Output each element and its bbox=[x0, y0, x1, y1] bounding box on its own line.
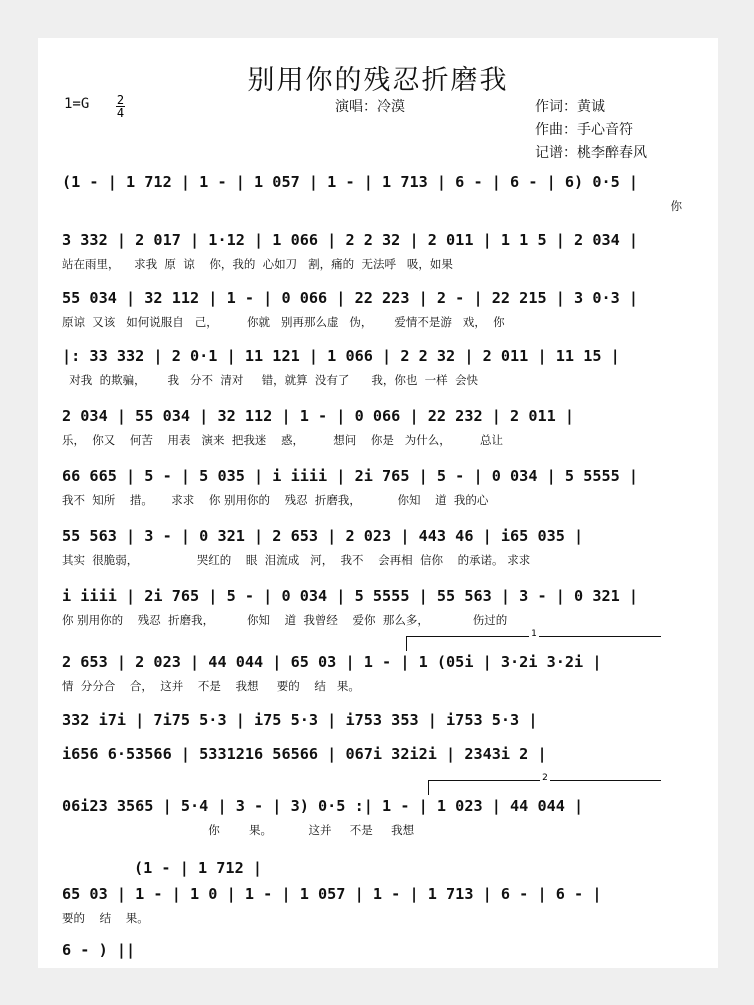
notation-line: i iiii | 2i 765 | 5 - | 0 034 | 5 5555 | 55 563 | 3 - | 0 321 | bbox=[62, 587, 639, 605]
lyrics-line: 要的 结 果。 bbox=[62, 911, 149, 925]
lyrics-line: 原谅 又该 如何说服自 己， 你就 别再那么虚 伪， 爱情不是游 戏， 你 bbox=[62, 315, 505, 329]
notation-line: 3 332 | 2 017 | 1·12 | 1 066 | 2 2 32 | 2 011 | 1 1 5 | 2 034 | bbox=[62, 231, 639, 249]
notation-line: (1 - | 1 712 | 1 - | 1 057 | 1 - | 1 713 | 6 - | 6 - | 6) 0·5 | bbox=[62, 173, 639, 191]
notation-line: 65 03 | 1 - | 1 0 | 1 - | 1 057 | 1 - | 1 713 | 6 - | 6 - | bbox=[62, 885, 602, 903]
singer-credit: 演唱：冷漠 bbox=[335, 99, 405, 115]
notation-line: |: 33 332 | 2 0·1 | 11 121 | 1 066 | 2 2 32 | 2 011 | 11 15 | bbox=[62, 347, 620, 365]
notation-line: (1 - | 1 712 | bbox=[134, 859, 263, 877]
notation-line: 06i23 3565 | 5·4 | 3 - | 3) 0·5 :| 1 - | 1 023 | 44 044 | bbox=[62, 797, 584, 815]
lyrics-line: 你 bbox=[670, 199, 682, 213]
notation-line: 55 034 | 32 112 | 1 - | 0 066 | 22 223 | 2 - | 22 215 | 3 0·3 | bbox=[62, 289, 639, 307]
lyrics-line: 你 果。 这并 不是 我想 bbox=[62, 823, 415, 837]
notation-line: 2 034 | 55 034 | 32 112 | 1 - | 0 066 | 22 232 | 2 011 | bbox=[62, 407, 575, 425]
notation-line: 6 - ) || bbox=[62, 941, 136, 959]
lyrics-line: 其实 很脆弱， 哭红的 眼 泪流成 河， 我不 会再相 信你 的承诺。 求求 bbox=[62, 553, 531, 567]
lyrics-line: 情 分分合 合， 这并 不是 我想 要的 结 果。 bbox=[62, 679, 360, 693]
first-ending-number: 1 bbox=[531, 629, 537, 639]
score-sheet bbox=[38, 38, 718, 968]
key-signature: 1=G bbox=[64, 96, 90, 112]
second-ending-number: 2 bbox=[542, 773, 548, 783]
lyrics-line: 站在雨里， 求我 原 谅 你，我的 心如刀 割，痛的 无法呼 吸，如果 bbox=[62, 257, 453, 271]
notation-line: 332 i7i | 7i75 5·3 | i75 5·3 | i753 353 | i753 5·3 | bbox=[62, 711, 538, 729]
notation-line: i656 6·53566 | 5331216 56566 | 067i 32i2i | 2343i 2 | bbox=[62, 745, 547, 763]
time-signature-top: 2 bbox=[116, 93, 125, 107]
song-title: 别用你的残忍折磨我 bbox=[247, 65, 509, 96]
second-ending-bracket bbox=[428, 773, 661, 795]
lyrics-line: 你 别用你的 残忍 折磨我， 你知 道 我曾经 爱你 那么多， 伤过的 bbox=[62, 613, 508, 627]
lyrics-line: 对我 的欺骗， 我 分不 清对 错，就算 没有了 我，你也 一样 会快 bbox=[62, 373, 478, 387]
notation-line: 55 563 | 3 - | 0 321 | 2 653 | 2 023 | 443 46 | i65 035 | bbox=[62, 527, 584, 545]
lyricist-credit: 作词：黄诚 bbox=[535, 99, 605, 115]
lyrics-line: 我不 知所 措。 求求 你 别用你的 残忍 折磨我， 你知 道 我的心 bbox=[62, 493, 489, 507]
time-signature-bottom: 4 bbox=[116, 106, 125, 120]
notation-line: 2 653 | 2 023 | 44 044 | 65 03 | 1 - | 1 (05i | 3·2i 3·2i | bbox=[62, 653, 602, 671]
composer-credit: 作曲：手心音符 bbox=[535, 122, 633, 138]
first-ending-bracket bbox=[406, 629, 661, 651]
notation-line: 66 665 | 5 - | 5 035 | i iiii | 2i 765 | 5 - | 0 034 | 5 5555 | bbox=[62, 467, 639, 485]
transcriber-credit: 记谱：桃李醉春风 bbox=[535, 145, 647, 161]
time-signature bbox=[116, 94, 125, 119]
lyrics-line: 乐， 你又 何苦 用表 演来 把我迷 惑， 想问 你是 为什么， 总让 bbox=[62, 433, 504, 447]
